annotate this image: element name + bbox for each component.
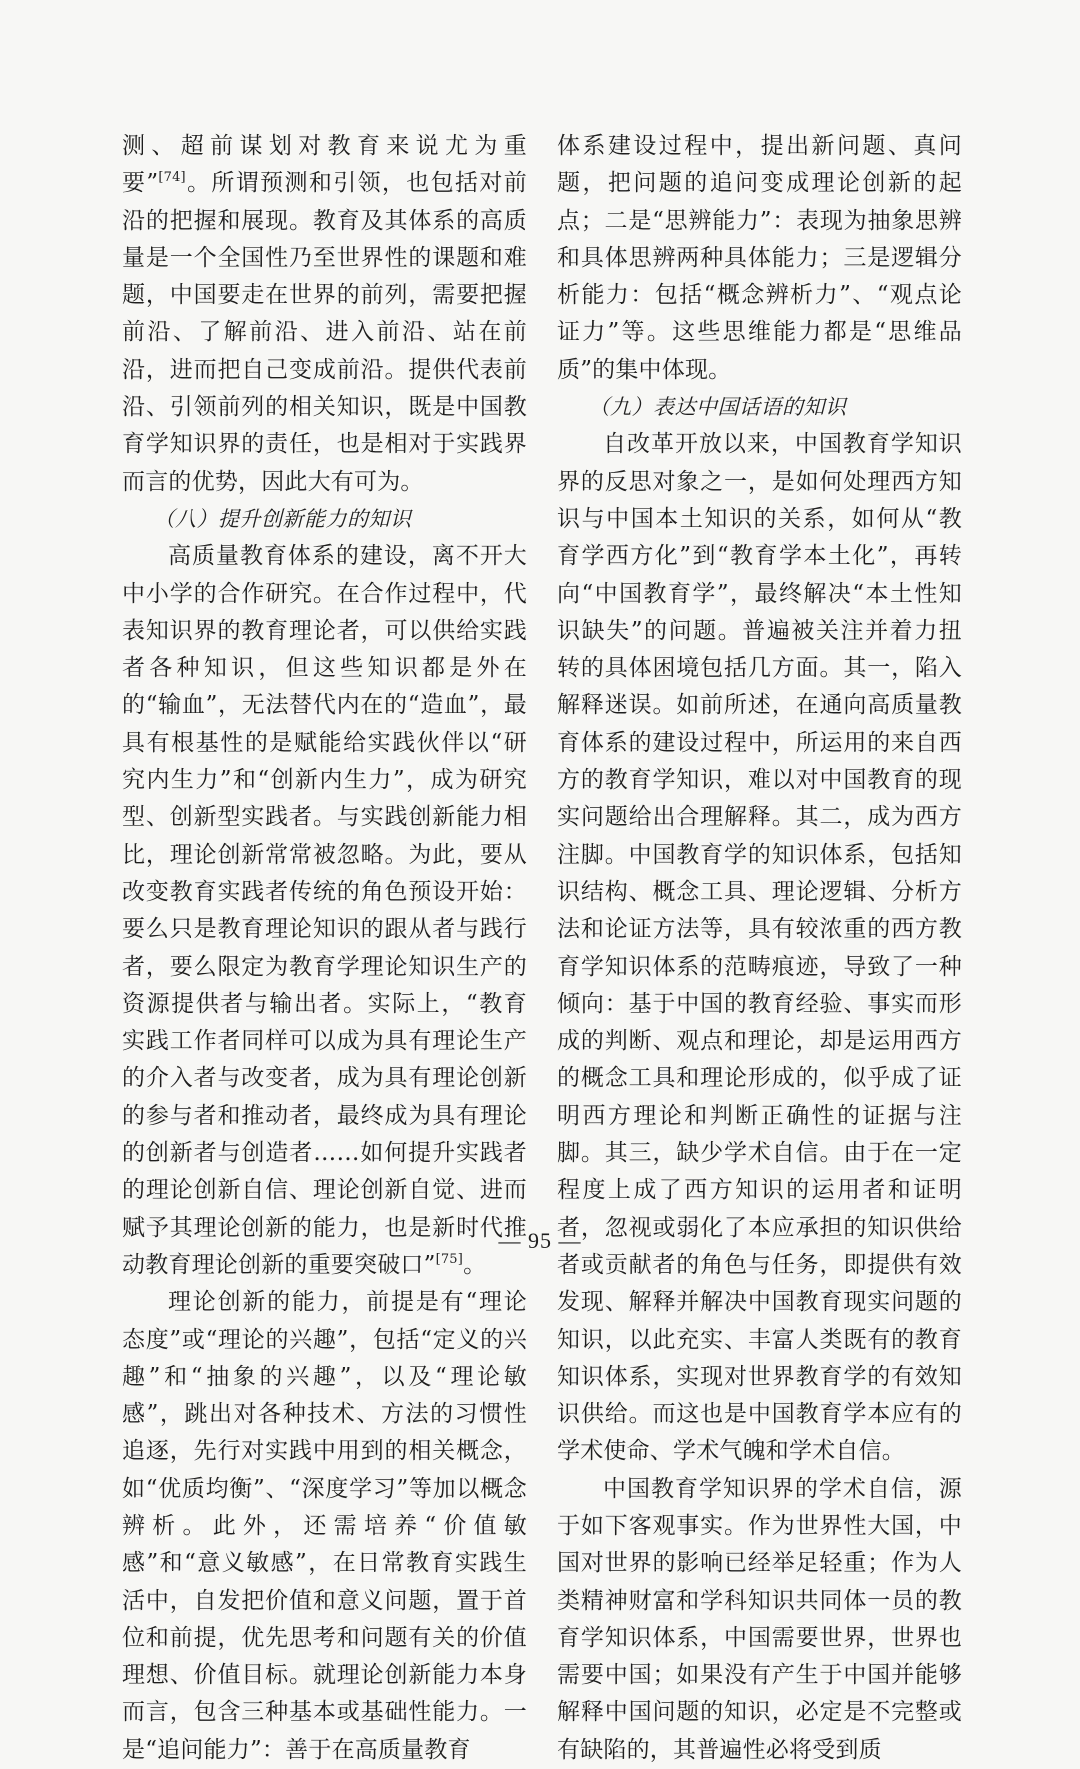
page-number: — 95 — — [498, 1228, 582, 1253]
citation-ref[interactable]: [74] — [158, 170, 186, 186]
section-heading: （九）表达中国话语的知识 — [588, 395, 847, 420]
paragraph: 体系建设过程中，提出新问题、真问题，把问题的追问变成理论创新的起点；二是“思辨能力”：表现为抽象思辨和具体思辨两种具体能力；三是逻辑分析能力：包括“概念辨析力”、“观点论证力”等。这些思维能力都是“思维品质”的集中体现。 — [557, 133, 962, 383]
paragraph — [122, 128, 527, 501]
section-heading: （八）提升创新能力的知识 — [153, 506, 412, 531]
text-run: 测、超前谋划对教育来说尤为重要” — [122, 133, 527, 197]
text-run: 高质量教育体系的建设，离不开大中小学的合作研究。在合作过程中，代表知识界的教育理论者，可以供给实践者各种知识，但这些知识都是外在的“输血”，无法替代内在的“造血”，最具有根基性的是赋能给实践伙伴以“研究内生力”和“创新内生力”，成为研究型、创新型实践者。与实践创新能力相比，理论创新常常被忽略。为此，要从改变教育实践者传统的角色预设开始：要么只是教育理论知识的跟从者与践行者，要么限定为教育学理论知识生产的资源提供者与输出者。实际上，“教育实践工作者同样可以成为具有理论生产的介入者与改变者，成为具有理论创新的参与者和推动者，最终成为具有理论的创新者与创造者……如何提升实践者的理论创新自信、理论创新自觉、进而赋予其理论创新的能力，也是新时代推动教育理论创新的重要突破口” — [122, 543, 527, 1278]
paragraph — [122, 538, 527, 1284]
text-run: 。 — [463, 1251, 487, 1278]
text-run: 。所谓预测和引领，也包括对前沿的把握和展现。教育及其体系的高质量是一个全国性乃至世界性的课题和难题，中国要走在世界的前列，需要把握前沿、了解前沿、进入前沿、站在前沿，进而把自己变成前沿。提供代表前沿、引领前列的相关知识，既是中国教育学知识界的责任，也是相对于实践界而言的优势，因此大有可为。 — [122, 170, 527, 495]
citation-ref[interactable]: [75] — [435, 1251, 464, 1267]
left-column — [122, 128, 527, 1769]
paragraph: 自改革开放以来，中国教育学知识界的反思对象之一，是如何处理西方知识与中国本土知识的关系，如何从“教育学西方化”到“教育学本土化”，再转向“中国教育学”，最终解决“本土性知识缺失”的问题。普遍被关注并着力扭转的具体困境包括几方面。其一，陷入解释迷误。如前所述，在通向高质量教育体系的建设过程中，所运用的来自西方的教育学知识，难以对中国教育的现实问题给出合理解释。其二，成为西方注脚。中国教育学的知识体系，包括知识结构、概念工具、理论逻辑、分析方法和论证方法等，具有较浓重的西方教育学知识体系的范畴痕迹，导致了一种倾向：基于中国的教育经验、事实而形成的判断、观点和理论，却是运用西方的概念工具和理论形成的，似乎成了证明西方理论和判断正确性的证据与注脚。其三，缺少学术自信。由于在一定程度上成了西方知识的运用者和证明者，忽视或弱化了本应承担的知识供给者或贡献者的角色与任务，即提供有效发现、解释并解决中国教育现实问题的知识，以此充实、丰富人类既有的教育知识体系，实现对世界教育学的有效知识供给。而这也是中国教育学本应有的学术使命、学术气魄和学术自信。 — [557, 431, 962, 1465]
paragraph: 中国教育学知识界的学术自信，源于如下客观事实。作为世界性大国，中国对世界的影响已经举足轻重；作为人类精神财富和学科知识共同体一员的教育学知识体系，中国需要世界，世界也需要中国；如果没有产生于中国并能够解释中国问题的知识，必定是不完整或有缺陷的，其普遍性必将受到质 — [557, 1475, 962, 1763]
paragraph: 理论创新的能力，前提是有“理论态度”或“理论的兴趣”，包括“定义的兴趣”和“抽象的兴趣”，以及“理论敏感”，跳出对各种技术、方法的习惯性追逐，先行对实践中用到的相关概念，如“优质均衡”、“深度学习”等加以概念辨析。此外，还需培养“价值敏感”和“意义敏感”，在日常教育实践生活中，自发把价值和意义问题，置于首位和前提，优先思考和问题有关的价值理想、价值目标。就理论创新能力本身而言，包含三种基本或基础性能力。一是“追问能力”：善于在高质量教育 — [122, 1289, 527, 1763]
right-column — [557, 128, 962, 1769]
